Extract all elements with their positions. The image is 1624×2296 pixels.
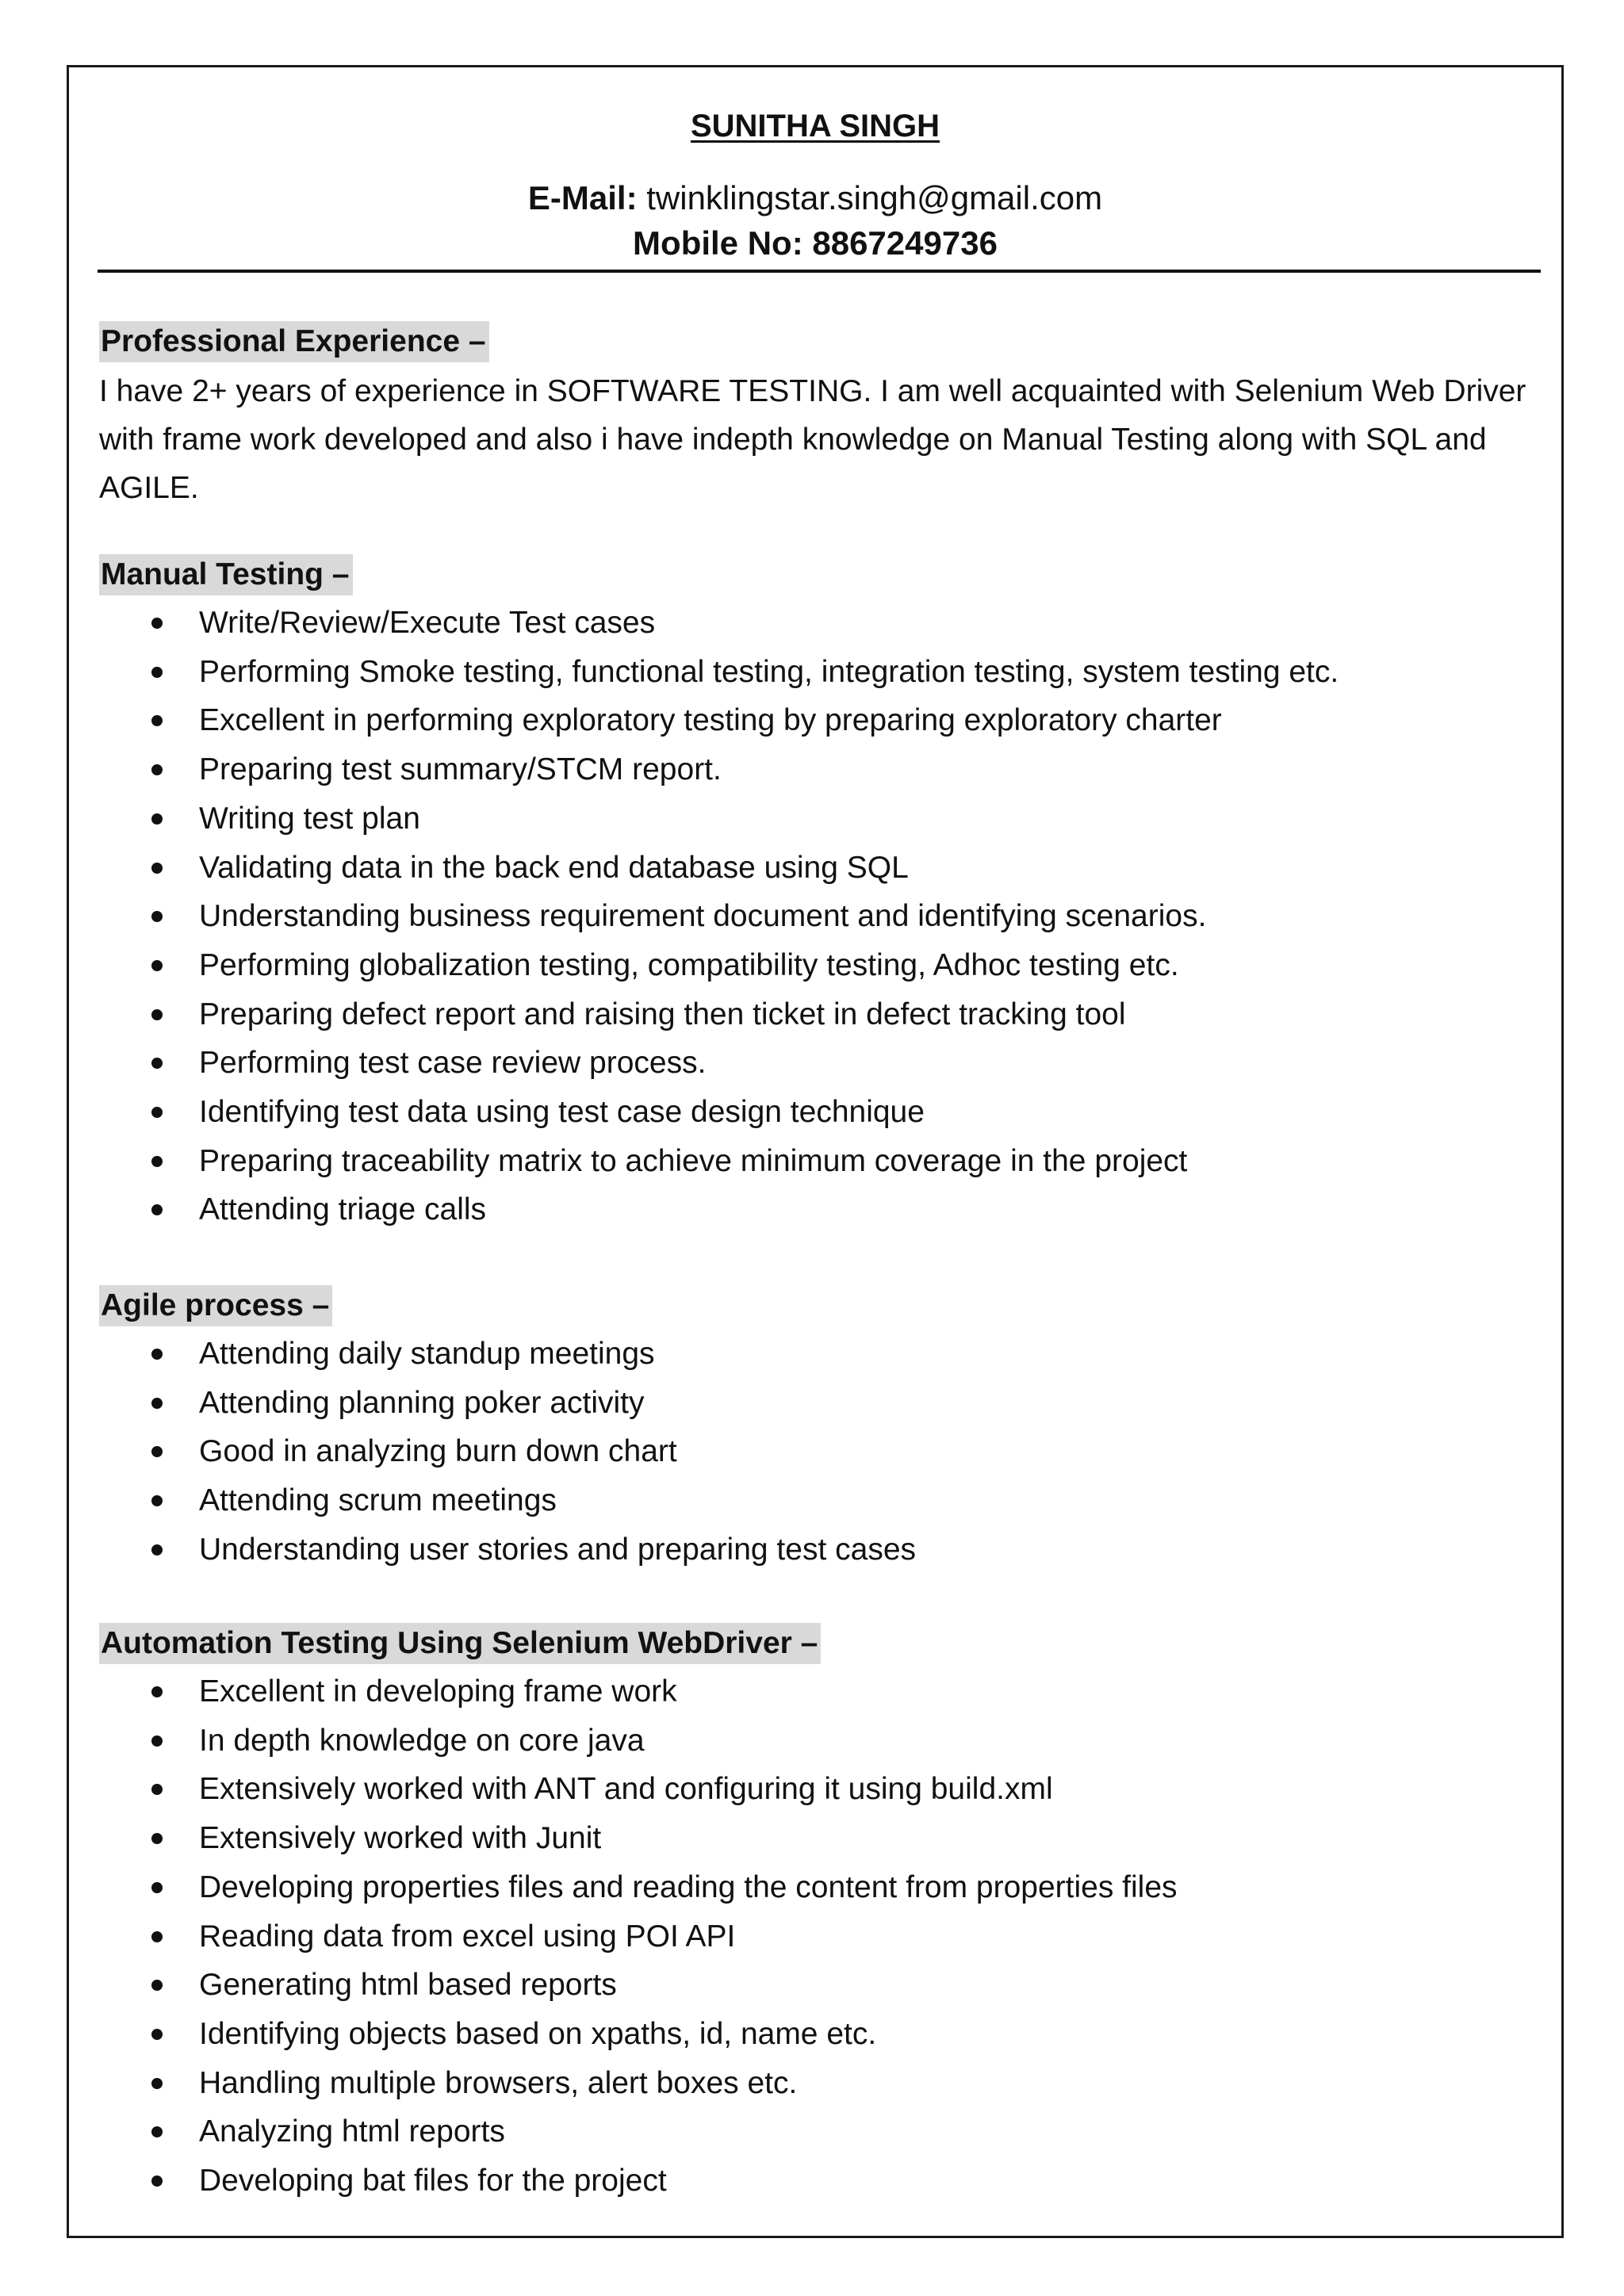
bullet-icon	[151, 960, 163, 971]
bullet-list	[99, 1667, 1526, 2206]
list-item-text: In depth knowledge on core java	[199, 1723, 645, 1758]
list-item	[99, 2010, 1526, 2059]
list-item	[99, 892, 1526, 941]
list-item	[99, 599, 1526, 648]
list-item-text: Excellent in developing frame work	[199, 1674, 677, 1709]
resume-page	[67, 65, 1564, 2238]
list-item	[99, 696, 1526, 745]
list-item	[99, 1961, 1526, 2010]
list-item-text: Performing Smoke testing, functional testing, integration testing, system testing etc.	[199, 654, 1339, 689]
bullet-icon	[151, 1156, 163, 1167]
bullet-icon	[151, 813, 163, 825]
list-item	[99, 1427, 1526, 1476]
list-item-text: Analyzing html reports	[199, 2114, 505, 2149]
bullet-icon	[151, 2078, 163, 2089]
professional-experience-section	[99, 321, 1526, 512]
list-item-text: Attending daily standup meetings	[199, 1337, 655, 1371]
header-divider	[98, 270, 1541, 273]
bullet-icon	[151, 1833, 163, 1844]
bullet-icon	[151, 1735, 163, 1747]
automation-testing-section	[99, 1623, 1526, 2206]
email-line	[69, 175, 1561, 221]
list-item-text: Attending triage calls	[199, 1192, 487, 1227]
bullet-icon	[151, 863, 163, 874]
section-title: Agile process –	[99, 1285, 332, 1326]
list-item-text: Identifying objects based on xpaths, id, name etc.	[199, 2016, 877, 2051]
list-item	[99, 648, 1526, 697]
bullet-icon	[151, 618, 163, 629]
list-item	[99, 1525, 1526, 1575]
list-item-text: Attending planning poker activity	[199, 1385, 645, 1420]
bullet-icon	[151, 2126, 163, 2137]
list-item-text: Preparing traceability matrix to achieve minimum coverage in the project	[199, 1143, 1188, 1178]
bullet-icon	[151, 1931, 163, 1942]
agile-process-section	[99, 1285, 1526, 1575]
bullet-icon	[151, 1784, 163, 1795]
list-item-text: Understanding user stories and preparing test cases	[199, 1532, 917, 1567]
bullet-icon	[151, 1980, 163, 1991]
list-item-text: Attending scrum meetings	[199, 1483, 557, 1518]
list-item	[99, 1814, 1526, 1863]
list-item	[99, 1765, 1526, 1814]
candidate-name: SUNITHA SINGH	[690, 109, 940, 144]
list-item	[99, 2156, 1526, 2206]
list-item	[99, 1667, 1526, 1716]
list-item-text: Preparing test summary/STCM report.	[199, 752, 722, 787]
list-item-text: Performing test case review process.	[199, 1046, 707, 1081]
list-item-text: Extensively worked with ANT and configuring it using build.xml	[199, 1772, 1053, 1807]
bullet-icon	[151, 715, 163, 726]
list-item-text: Extensively worked with Junit	[199, 1821, 602, 1856]
list-item-text: Identifying test data using test case design technique	[199, 1095, 925, 1130]
bullet-icon	[151, 1882, 163, 1893]
bullet-icon	[151, 1349, 163, 1360]
list-item-text: Handling multiple browsers, alert boxes etc.	[199, 2065, 798, 2100]
list-item-text: Developing properties files and reading the content from properties files	[199, 1869, 1178, 1904]
list-item	[99, 844, 1526, 893]
bullet-icon	[151, 1398, 163, 1409]
list-item	[99, 1476, 1526, 1525]
bullet-icon	[151, 1107, 163, 1118]
bullet-icon	[151, 1009, 163, 1020]
list-item-text: Developing bat files for the project	[199, 2164, 667, 2198]
list-item-text: Understanding business requirement document and identifying scenarios.	[199, 899, 1207, 934]
bullet-icon	[151, 1204, 163, 1215]
bullet-icon	[151, 764, 163, 775]
list-item	[99, 1330, 1526, 1379]
experience-summary: I have 2+ years of experience in SOFTWARE TESTING. I am well acquainted with Selenium Web Driver with frame work developed and also i have indepth knowledge on Manual Testing along with SQL and AGILE.	[99, 374, 1526, 505]
email-label: E-Mail:	[527, 179, 638, 216]
list-item-text: Preparing defect report and raising then ticket in defect tracking tool	[199, 997, 1126, 1031]
list-item	[99, 1137, 1526, 1186]
list-item	[99, 2107, 1526, 2156]
bullet-icon	[151, 2029, 163, 2040]
bullet-list	[99, 599, 1526, 1234]
list-item-text: Performing globalization testing, compatibility testing, Adhoc testing etc.	[199, 947, 1179, 982]
bullet-icon	[151, 1544, 163, 1556]
list-item-text: Write/Review/Execute Test cases	[199, 606, 656, 640]
list-item-text: Good in analyzing burn down chart	[199, 1434, 677, 1469]
list-item	[99, 1716, 1526, 1766]
list-item	[99, 1185, 1526, 1234]
bullet-icon	[151, 911, 163, 922]
list-item	[99, 941, 1526, 990]
list-item	[99, 745, 1526, 794]
list-item	[99, 990, 1526, 1039]
manual-testing-section	[99, 554, 1526, 1234]
list-item	[99, 2059, 1526, 2108]
list-item-text: Reading data from excel using POI API	[199, 1919, 736, 1954]
list-item-text: Excellent in performing exploratory testing by preparing exploratory charter	[199, 703, 1222, 738]
bullet-icon	[151, 1686, 163, 1697]
bullet-icon	[151, 1446, 163, 1457]
bullet-list	[99, 1330, 1526, 1575]
list-item-text: Validating data in the back end database using SQL	[199, 850, 909, 885]
bullet-icon	[151, 2175, 163, 2187]
list-item	[99, 1912, 1526, 1961]
list-item	[99, 1088, 1526, 1137]
list-item-text: Generating html based reports	[199, 1968, 617, 2003]
list-item	[99, 794, 1526, 844]
email-value: twinklingstar.singh@gmail.com	[637, 179, 1103, 216]
section-title: Manual Testing –	[99, 554, 353, 595]
bullet-icon	[151, 1495, 163, 1506]
list-item-text: Writing test plan	[199, 801, 420, 836]
section-title: Professional Experience –	[99, 321, 489, 362]
list-item	[99, 1379, 1526, 1428]
bullet-icon	[151, 1058, 163, 1069]
list-item	[99, 1863, 1526, 1912]
bullet-icon	[151, 667, 163, 678]
list-item	[99, 1039, 1526, 1088]
section-title: Automation Testing Using Selenium WebDriver –	[99, 1623, 821, 1664]
mobile-number: Mobile No: 8867249736	[633, 224, 998, 262]
